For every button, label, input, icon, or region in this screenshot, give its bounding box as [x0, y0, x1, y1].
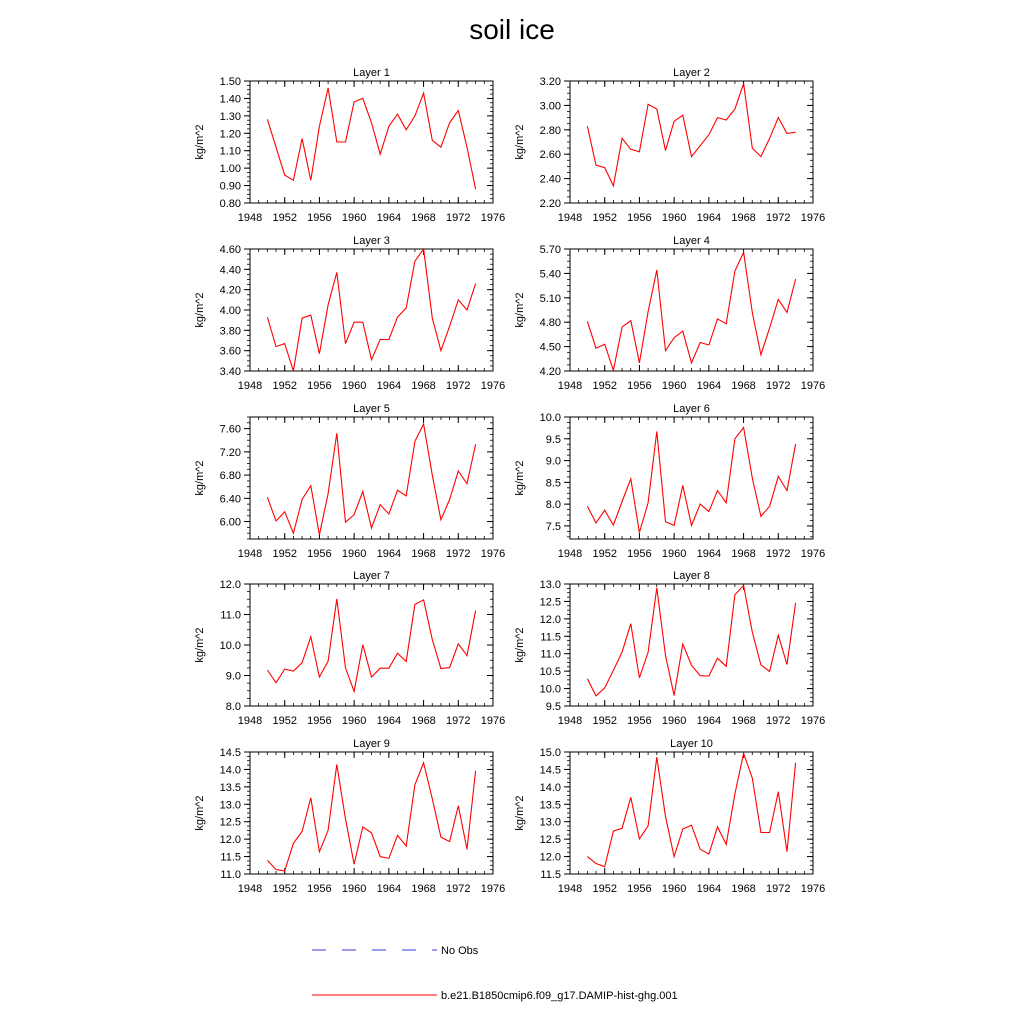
y-axis-label: kg/m^2: [194, 124, 206, 160]
panel-title: Layer 2: [673, 67, 710, 79]
x-tick-label: 1968: [731, 715, 756, 727]
x-tick-label: 1952: [272, 548, 297, 560]
y-tick-label: 10.5: [539, 666, 561, 679]
y-tick-label: 0.90: [219, 180, 241, 193]
x-tick-label: 1948: [237, 883, 263, 895]
y-tick-label: 9.5: [545, 433, 561, 446]
x-tick-label: 1952: [272, 715, 297, 727]
x-tick-label: 1968: [411, 715, 436, 727]
panel-title: Layer 6: [673, 403, 710, 415]
y-tick-label: 2.60: [539, 149, 561, 162]
x-tick-label: 1948: [237, 380, 263, 392]
x-tick-label: 1956: [627, 883, 652, 895]
x-tick-label: 1960: [661, 715, 687, 727]
y-tick-label: 1.00: [219, 163, 241, 176]
x-tick-label: 1964: [696, 212, 722, 224]
x-tick-label: 1964: [696, 883, 722, 895]
x-tick-label: 1972: [446, 548, 471, 560]
panel-title: Layer 8: [673, 570, 710, 582]
y-tick-label: 2.20: [539, 198, 561, 210]
panel-title: Layer 9: [353, 738, 390, 750]
x-tick-label: 1972: [766, 380, 791, 392]
x-tick-label: 1956: [307, 883, 332, 895]
y-tick-label: 13.5: [539, 799, 561, 812]
y-tick-label: 13.0: [219, 799, 241, 812]
x-tick-label: 1948: [557, 883, 583, 895]
x-tick-label: 1964: [376, 548, 402, 560]
y-axis-label: kg/m^2: [514, 627, 526, 663]
y-tick-label: 6.80: [219, 470, 241, 483]
x-tick-label: 1976: [480, 715, 506, 727]
x-tick-label: 1976: [480, 380, 506, 392]
x-tick-label: 1964: [696, 380, 722, 392]
y-tick-label: 9.5: [545, 701, 561, 713]
y-axis-label: kg/m^2: [194, 292, 206, 328]
plot-frame: [250, 81, 493, 203]
plot-frame: [250, 584, 493, 706]
panel-6: [514, 403, 825, 560]
y-tick-label: 1.40: [219, 93, 241, 106]
y-tick-label: 0.80: [219, 198, 241, 210]
x-tick-label: 1968: [411, 380, 436, 392]
panel-title: Layer 1: [353, 67, 390, 79]
panel-3: [194, 235, 505, 392]
x-tick-label: 1960: [661, 212, 687, 224]
y-tick-label: 4.50: [539, 341, 561, 354]
y-tick-label: 12.5: [539, 596, 561, 609]
x-tick-label: 1976: [800, 380, 826, 392]
plot-frame: [570, 81, 813, 203]
x-tick-label: 1956: [627, 548, 652, 560]
panel-title: Layer 3: [353, 235, 390, 247]
x-tick-label: 1972: [446, 883, 471, 895]
y-axis-label: kg/m^2: [514, 460, 526, 496]
series-line: [267, 599, 475, 692]
panel-title: Layer 7: [353, 570, 390, 582]
y-tick-label: 12.0: [539, 613, 561, 626]
x-tick-label: 1960: [661, 548, 687, 560]
legend: [312, 945, 678, 1002]
x-tick-label: 1952: [592, 380, 617, 392]
panel-title: Layer 4: [673, 235, 710, 247]
panel-1: [194, 67, 505, 224]
x-tick-label: 1964: [376, 212, 402, 224]
y-tick-label: 3.20: [539, 76, 561, 88]
x-tick-label: 1948: [557, 548, 583, 560]
x-tick-label: 1948: [237, 212, 263, 224]
y-tick-label: 1.50: [219, 76, 241, 88]
x-tick-label: 1960: [661, 380, 687, 392]
x-tick-label: 1952: [272, 883, 297, 895]
x-tick-label: 1956: [627, 212, 652, 224]
y-tick-label: 5.10: [539, 292, 561, 305]
x-tick-label: 1960: [341, 715, 367, 727]
y-tick-label: 12.0: [219, 579, 241, 591]
y-axis-label: kg/m^2: [194, 460, 206, 496]
y-tick-label: 2.40: [539, 173, 561, 186]
y-tick-label: 11.0: [220, 869, 241, 881]
x-tick-label: 1976: [800, 548, 826, 560]
page-title: soil ice: [469, 14, 555, 45]
y-tick-label: 4.20: [219, 284, 241, 297]
y-tick-label: 5.70: [539, 244, 561, 256]
series-line: [587, 428, 795, 533]
y-tick-label: 8.0: [545, 499, 561, 512]
x-tick-label: 1952: [272, 380, 297, 392]
x-tick-label: 1960: [341, 548, 367, 560]
y-tick-label: 7.5: [545, 520, 561, 533]
y-tick-label: 9.0: [545, 455, 561, 468]
series-line: [267, 88, 475, 189]
x-tick-label: 1968: [731, 548, 756, 560]
x-tick-label: 1972: [766, 212, 791, 224]
x-tick-label: 1964: [696, 715, 722, 727]
panel-title: Layer 5: [353, 403, 390, 415]
series-line: [267, 249, 475, 371]
x-tick-label: 1960: [341, 883, 367, 895]
series-line: [267, 424, 475, 535]
y-tick-label: 2.80: [539, 124, 561, 137]
x-tick-label: 1956: [307, 212, 332, 224]
x-tick-label: 1960: [341, 380, 367, 392]
x-tick-label: 1956: [307, 715, 332, 727]
y-tick-label: 1.20: [219, 128, 241, 141]
x-tick-label: 1952: [592, 548, 617, 560]
x-tick-label: 1964: [376, 380, 402, 392]
x-tick-label: 1948: [557, 715, 583, 727]
y-tick-label: 10.0: [219, 640, 241, 652]
y-tick-label: 6.40: [219, 493, 241, 506]
x-tick-label: 1956: [627, 380, 652, 392]
x-tick-label: 1956: [627, 715, 652, 727]
x-tick-label: 1964: [376, 883, 402, 895]
panel-10: [514, 738, 825, 895]
y-tick-label: 14.0: [539, 781, 561, 794]
panel-2: [514, 67, 825, 224]
y-tick-label: 11.5: [220, 851, 241, 864]
x-tick-label: 1968: [731, 883, 756, 895]
y-tick-label: 11.0: [220, 609, 241, 622]
x-tick-label: 1968: [411, 548, 436, 560]
x-tick-label: 1952: [592, 212, 617, 224]
panel-8: [514, 570, 825, 727]
x-tick-label: 1968: [731, 212, 756, 224]
y-tick-label: 10.0: [539, 412, 561, 424]
x-tick-label: 1952: [592, 883, 617, 895]
x-tick-label: 1968: [411, 212, 436, 224]
y-tick-label: 4.20: [539, 366, 561, 378]
plot-frame: [570, 249, 813, 371]
y-tick-label: 9.0: [225, 670, 241, 683]
series-line: [587, 585, 795, 696]
y-tick-label: 4.80: [539, 317, 561, 330]
plot-frame: [250, 249, 493, 371]
legend-label-model: b.e21.B1850cmip6.f09_g17.DAMIP-hist-ghg.001: [441, 990, 678, 1002]
y-tick-label: 12.5: [219, 816, 241, 829]
x-tick-label: 1948: [237, 715, 263, 727]
y-tick-label: 10.0: [539, 683, 561, 696]
y-tick-label: 12.5: [539, 834, 561, 847]
y-tick-label: 1.10: [219, 145, 241, 158]
x-tick-label: 1960: [661, 883, 687, 895]
x-tick-label: 1964: [696, 548, 722, 560]
x-tick-label: 1976: [800, 212, 826, 224]
x-tick-label: 1948: [237, 548, 263, 560]
y-tick-label: 11.0: [540, 648, 561, 661]
x-tick-label: 1948: [557, 212, 583, 224]
x-tick-label: 1972: [766, 548, 791, 560]
y-tick-label: 5.40: [539, 268, 561, 281]
y-tick-label: 4.40: [219, 264, 241, 277]
y-tick-label: 14.0: [219, 764, 241, 777]
y-tick-label: 14.5: [219, 747, 241, 759]
x-tick-label: 1968: [411, 883, 436, 895]
y-tick-label: 3.00: [539, 100, 561, 113]
y-tick-label: 12.0: [539, 851, 561, 864]
x-tick-label: 1972: [446, 380, 471, 392]
series-line: [587, 252, 795, 370]
x-tick-label: 1964: [376, 715, 402, 727]
y-tick-label: 8.0: [225, 701, 241, 713]
y-tick-label: 3.80: [219, 325, 241, 338]
y-tick-label: 3.60: [219, 345, 241, 358]
x-tick-label: 1976: [480, 548, 506, 560]
x-tick-label: 1956: [307, 380, 332, 392]
y-tick-label: 11.5: [540, 869, 561, 881]
y-tick-label: 7.60: [219, 423, 241, 436]
plot-frame: [570, 584, 813, 706]
y-tick-label: 1.30: [219, 110, 241, 123]
x-tick-label: 1956: [307, 548, 332, 560]
x-tick-label: 1972: [766, 715, 791, 727]
panel-7: [194, 570, 505, 727]
x-tick-label: 1968: [731, 380, 756, 392]
x-tick-label: 1960: [341, 212, 367, 224]
y-axis-label: kg/m^2: [514, 795, 526, 831]
y-axis-label: kg/m^2: [514, 292, 526, 328]
y-axis-label: kg/m^2: [514, 124, 526, 160]
x-tick-label: 1952: [272, 212, 297, 224]
y-tick-label: 7.20: [219, 446, 241, 459]
panel-4: [514, 235, 825, 392]
y-axis-label: kg/m^2: [194, 627, 206, 663]
y-tick-label: 15.0: [539, 747, 561, 759]
y-axis-label: kg/m^2: [194, 795, 206, 831]
y-tick-label: 13.5: [219, 781, 241, 794]
x-tick-label: 1976: [800, 883, 826, 895]
series-line: [587, 753, 795, 866]
panel-5: [194, 403, 505, 560]
x-tick-label: 1976: [480, 212, 506, 224]
y-tick-label: 14.5: [539, 764, 561, 777]
plot-frame: [570, 752, 813, 874]
y-tick-label: 8.5: [545, 477, 561, 490]
legend-label-no-obs: No Obs: [441, 945, 479, 957]
x-tick-label: 1976: [480, 883, 506, 895]
panel-9: [194, 738, 505, 895]
x-tick-label: 1972: [766, 883, 791, 895]
y-tick-label: 12.0: [219, 834, 241, 847]
series-line: [587, 83, 795, 185]
y-tick-label: 4.60: [219, 244, 241, 256]
series-line: [267, 763, 475, 871]
x-tick-label: 1952: [592, 715, 617, 727]
y-tick-label: 13.0: [539, 816, 561, 829]
x-tick-label: 1972: [446, 715, 471, 727]
x-tick-label: 1976: [800, 715, 826, 727]
plot-frame: [570, 417, 813, 539]
y-tick-label: 13.0: [539, 579, 561, 591]
x-tick-label: 1948: [557, 380, 583, 392]
y-tick-label: 3.40: [219, 366, 241, 378]
y-tick-label: 4.00: [219, 305, 241, 317]
panel-title: Layer 10: [670, 738, 713, 750]
y-tick-label: 6.00: [219, 516, 241, 529]
y-tick-label: 11.5: [540, 631, 561, 644]
x-tick-label: 1972: [446, 212, 471, 224]
